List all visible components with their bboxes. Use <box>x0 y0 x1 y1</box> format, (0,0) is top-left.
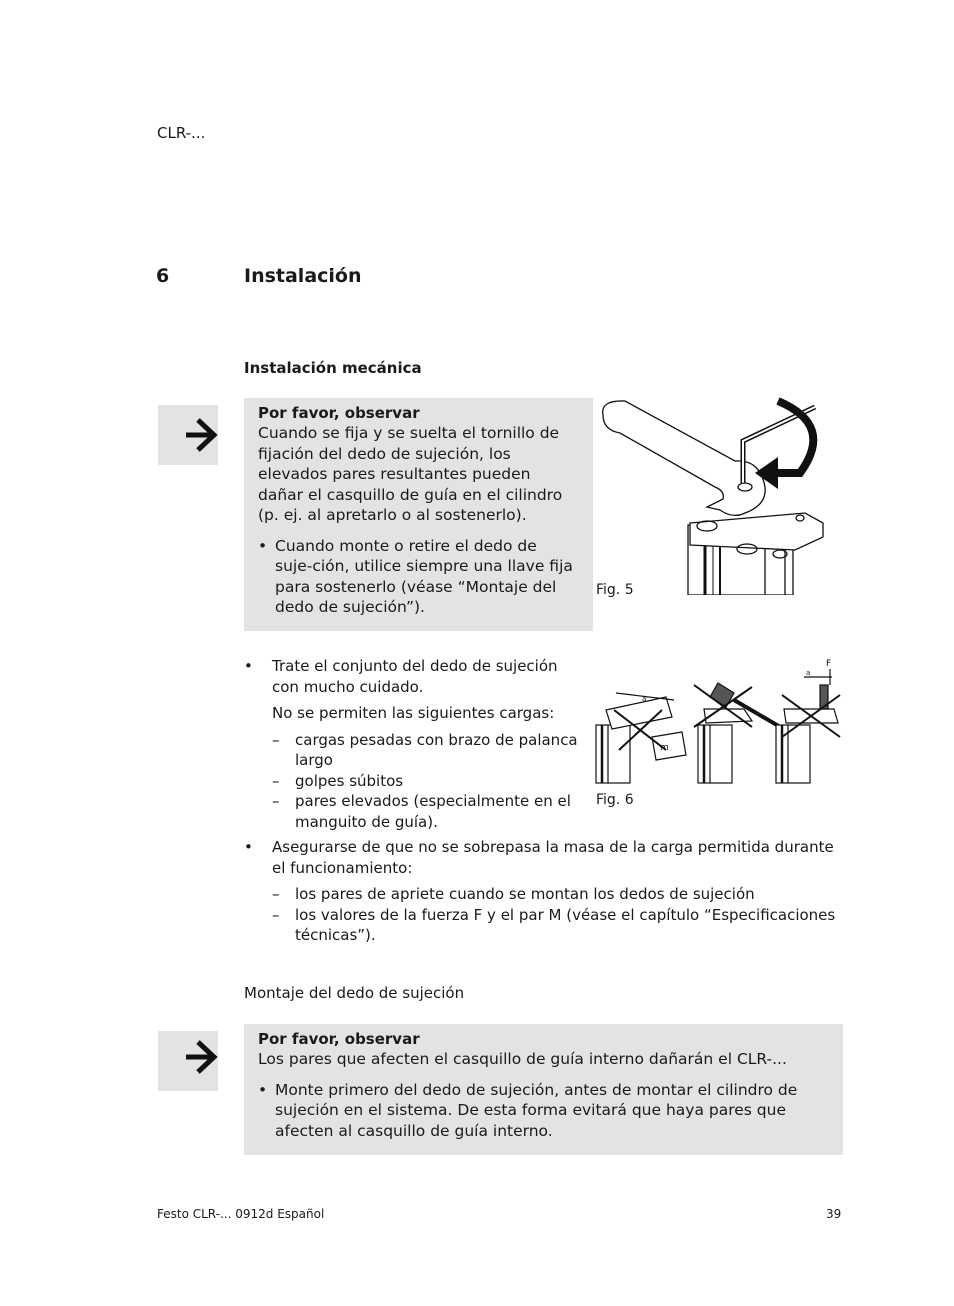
bullet-mark: • <box>244 657 253 675</box>
note-box-1 <box>244 398 593 631</box>
svg-text:a: a <box>806 669 811 677</box>
note-arrow-box-1 <box>158 405 218 465</box>
note-1-text: Cuando se fija y se suelta el tornillo de fijación del dedo de sujeción, los elevados pares resultantes pueden dañar el casquillo de guía en el cilindro (p. ej. al apretarlo o al sostenerlo). <box>258 424 563 524</box>
svg-text:m: m <box>660 743 669 753</box>
footer-left: Festo CLR-... 0912d Español <box>157 1207 325 1221</box>
list-item-text: Trate el conjunto del dedo de sujeción con mucho cuidado. <box>272 657 558 696</box>
dash-item: – pares elevados (especialmente en el manguito de guía). <box>272 792 571 831</box>
note-1-bullet-text: Cuando monte o retire el dedo de suje-ción, utilice siempre una llave fija para sostenerlo (véase “Montaje del dedo de sujeción”). <box>275 536 573 616</box>
note-2-title: Por favor, observar <box>258 1030 420 1048</box>
note-box-2 <box>244 1024 843 1155</box>
section-title: Instalación <box>244 265 362 287</box>
subsection-title: Instalación mecánica <box>244 359 422 377</box>
section-number: 6 <box>156 265 170 287</box>
dash-item: – los pares de apriete cuando se montan los dedos de sujeción <box>272 885 755 903</box>
note-2-bullet-text: Monte primero del dedo de sujeción, antes de montar el cilindro de sujeción en el sistema. De esta forma evitará que haya pares que afecten al casquillo de guía interno. <box>275 1080 798 1140</box>
note-1-bullet <box>258 536 579 618</box>
arrow-right-icon <box>158 405 218 465</box>
list-item <box>244 837 844 878</box>
arrow-right-icon <box>158 1031 218 1091</box>
list-bullet-1 <box>244 656 584 832</box>
note-2-text: Los pares que afecten el casquillo de guía interno dañarán el CLR-... <box>258 1050 787 1068</box>
page-number: 39 <box>826 1207 842 1221</box>
bullet-mark: • <box>258 536 268 555</box>
svg-text:F: F <box>826 659 832 669</box>
note-1-title: Por favor, observar <box>258 404 420 422</box>
svg-text:a: a <box>642 695 647 703</box>
fig5-label: Fig. 5 <box>596 582 634 598</box>
mount-heading: Montaje del dedo de sujeción <box>244 984 465 1002</box>
bullet-mark: • <box>244 838 253 856</box>
list-bullet-2 <box>244 837 844 946</box>
dash-item: – cargas pesadas con brazo de palanca largo <box>272 730 578 769</box>
note-arrow-box-2 <box>158 1031 218 1091</box>
header-doc-id: CLR-... <box>157 124 206 142</box>
list-item-text: Asegurarse de que no se sobrepasa la masa de la carga permitida durante el funcionamiento: <box>272 838 834 877</box>
fig6-label: Fig. 6 <box>596 792 634 808</box>
dash-item: – los valores de la fuerza F y el par M (véase el capítulo “Especificaciones técnicas”). <box>272 905 836 944</box>
bullet-mark: • <box>258 1080 268 1099</box>
wrench-illustration <box>595 395 830 595</box>
dash-item: – golpes súbitos <box>272 771 404 790</box>
list-sub-text: No se permiten las siguientes cargas: <box>272 704 555 722</box>
list-item <box>244 656 584 697</box>
load-prohibition-illustration <box>594 655 844 785</box>
note-2-bullet <box>258 1080 829 1142</box>
